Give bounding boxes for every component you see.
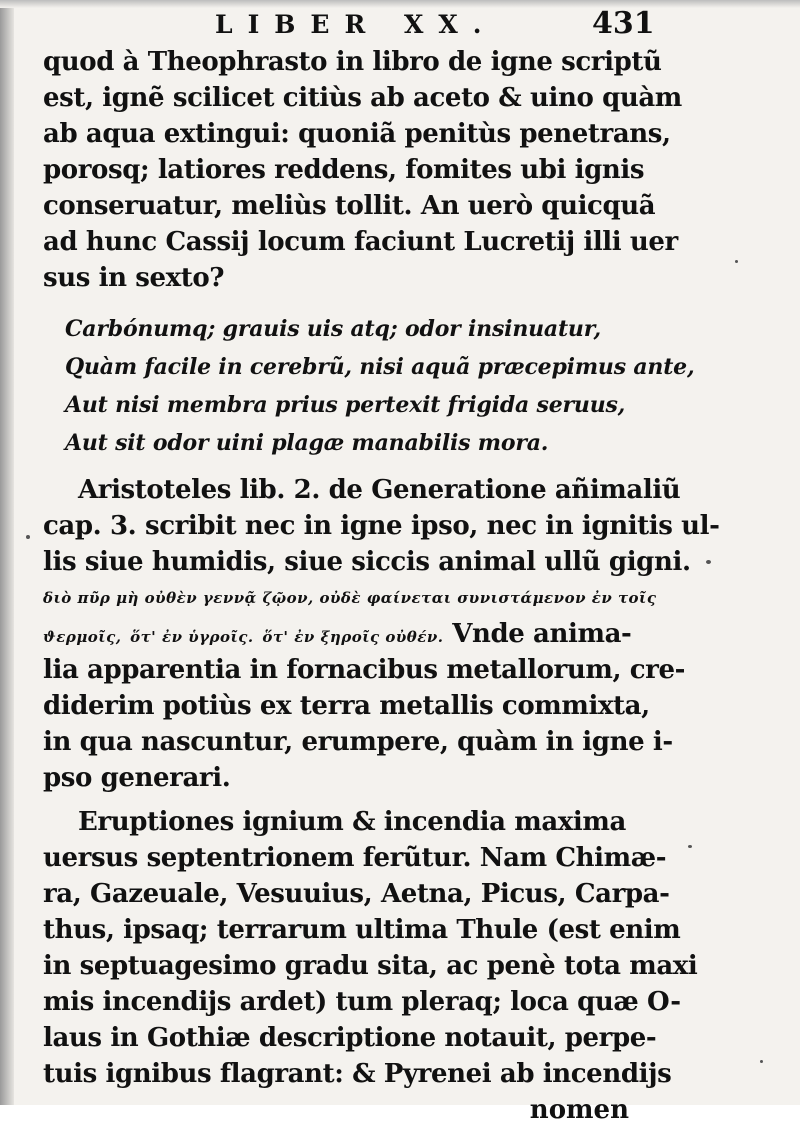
ink-speck <box>688 845 692 848</box>
mixed-greek-latin-line <box>43 616 643 652</box>
text-line: porosq; latiores reddens, fomites ubi ignis <box>43 155 645 185</box>
text-line: thus, ipsaq; terrarum ultima Thule (est enim <box>43 915 681 945</box>
greek-fragment: ὅτ' ἐν ξηροῖς οὐθέν. <box>262 628 444 646</box>
text-line: laus in Gothiæ descriptione notauit, perpe- <box>43 1023 657 1053</box>
verse-quotation <box>43 310 695 462</box>
text-block <box>43 44 720 1128</box>
greek-fragment: ὅτ' ἐν ὑγροῖς. <box>130 628 254 646</box>
page-header <box>0 8 800 44</box>
ink-speck <box>760 1060 763 1063</box>
text-line: quod à Theophrasto in libro de igne scriptũ <box>43 47 662 77</box>
ink-speck <box>706 560 711 564</box>
text-line: mis incendijs ardet) tum pleraq; loca quæ O- <box>43 987 681 1017</box>
catchword: nomen <box>529 1095 629 1125</box>
text-line: conseruatur, meliùs tollit. An uerò quicquã <box>43 191 656 221</box>
verse-line: Carbónumq; grauis uis atq; odor insinuatur, <box>65 316 601 342</box>
verse-line: Aut nisi membra prius pertexit frigida seruus, <box>65 392 626 418</box>
page-number: 431 <box>592 6 655 41</box>
paragraph-1 <box>43 44 682 296</box>
verse-line: Aut sit odor uini plagæ manabilis mora. <box>65 430 549 456</box>
text-line: cap. 3. scribit nec in igne ipso, nec in ignitis ul- <box>43 511 720 541</box>
paragraph-2 <box>43 472 720 796</box>
text-line: ab aqua extingui: quoniã penitùs penetrans, <box>43 119 671 149</box>
text-line: est, ignẽ scilicet citiùs ab aceto & uino quàm <box>43 83 682 113</box>
greek-fragment: ϑερμοῖς, <box>43 628 122 646</box>
text-line: in qua nascuntur, erumpere, quàm in igne i- <box>43 727 673 757</box>
text-line: Eruptiones ignium & incendia maxima <box>78 807 626 837</box>
text-line: diderim potiùs ex terra metallis commixta, <box>43 691 650 721</box>
running-head: LIBER XX. <box>215 10 497 39</box>
ink-speck <box>26 535 30 539</box>
paper-edge <box>0 0 14 1105</box>
text-line: ra, Gazeuale, Vesuuius, Aetna, Picus, Carpa- <box>43 879 670 909</box>
text-line: sus in sexto? <box>43 263 225 293</box>
paragraph-3 <box>43 804 698 1092</box>
latin-fragment: Vnde anima- <box>452 619 632 649</box>
text-line: tuis ignibus flagrant: & Pyrenei ab incendijs <box>43 1059 672 1089</box>
text-line: lis siue humidis, siue siccis animal ullũ gigni. <box>43 547 691 577</box>
text-line: ad hunc Cassij locum faciunt Lucretij illi uer <box>43 227 678 257</box>
ink-speck <box>735 260 738 263</box>
greek-quotation-line: διὸ πῦρ μὴ οὐθὲν γεννᾷ ζῷον, οὐδὲ φαίνεται συνιστάμενον ἐν τοῖς <box>43 589 657 607</box>
text-line: in septuagesimo gradu sita, ac penè tota maxi <box>43 951 698 981</box>
text-line: lia apparentia in fornacibus metallorum, cre- <box>43 655 686 685</box>
paper-top-edge <box>0 0 800 8</box>
text-line: pso generari. <box>43 763 231 793</box>
text-line: Aristoteles lib. 2. de Generatione añimaliũ <box>78 475 681 505</box>
verse-line: Quàm facile in cerebrũ, nisi aquã præcepimus ante, <box>65 354 695 380</box>
text-line: uersus septentrionem ferũtur. Nam Chimæ- <box>43 843 667 873</box>
